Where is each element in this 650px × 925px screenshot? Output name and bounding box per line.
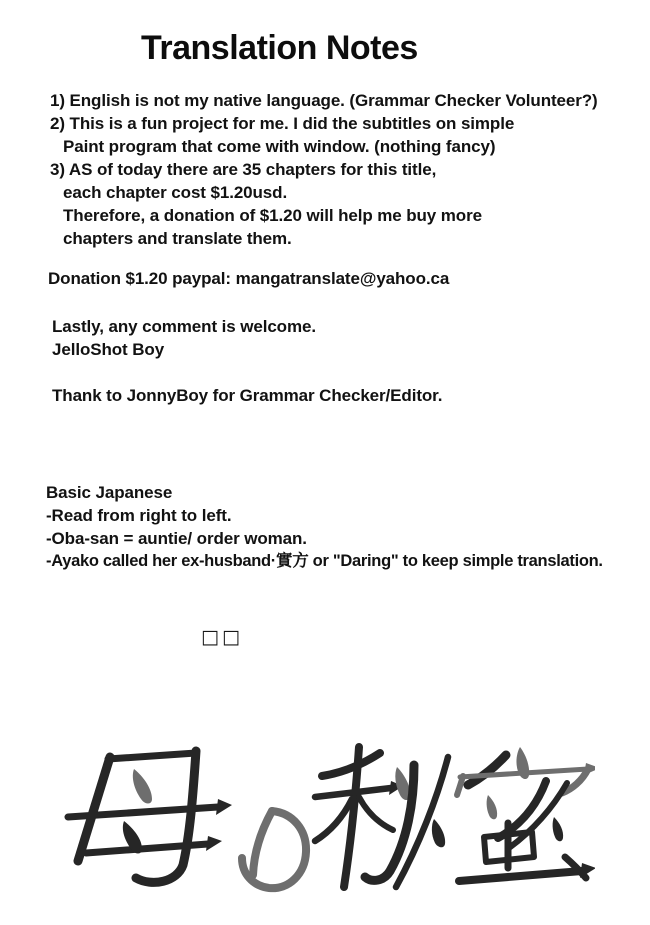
numbered-notes [50,89,598,250]
note-line-3-cont-2: Therefore, a donation of $1.20 will help me buy more [63,206,482,225]
note-line-2-cont: Paint program that come with window. (nothing fancy) [63,137,496,156]
basic-japanese-item-2: -Oba-san = auntie/ order woman. [46,528,307,548]
note-line-3-cont-1: each chapter cost $1.20usd. [63,183,288,202]
kanji-haha [68,751,232,882]
page-title: Translation Notes [141,29,418,67]
basic-japanese-item-3: -Ayako called her ex-husband·實方 or "Daring" to keep simple translation. [46,552,603,571]
manga-title [60,735,595,900]
basic-japanese-item-1: -Read from right to left. [46,505,232,525]
note-line-3-cont-3: chapters and translate them. [63,229,292,248]
missing-glyph-boxes: □□ [201,626,243,648]
signature: JelloShot Boy [52,340,165,359]
donation-line: Donation $1.20 paypal: mangatranslate@yahoo.ca [48,269,450,288]
kanji-mitsu [457,747,595,881]
note-line-3: 3) AS of today there are 35 chapters for this title, [50,160,437,179]
manga-title-artwork [60,735,595,900]
closing-block [52,315,316,361]
closing-line: Lastly, any comment is welcome. [52,317,316,336]
credit-line: Thank to JonnyBoy for Grammar Checker/Editor. [52,386,443,405]
basic-japanese-heading: Basic Japanese [46,483,173,502]
kanji-hi [315,747,448,887]
note-line-1: 1) English is not my native language. (Grammar Checker Volunteer?) [50,91,598,110]
note-line-2: 2) This is a fun project for me. I did the subtitles on simple [50,114,515,133]
kana-no [242,811,306,888]
basic-japanese-block [46,482,603,573]
